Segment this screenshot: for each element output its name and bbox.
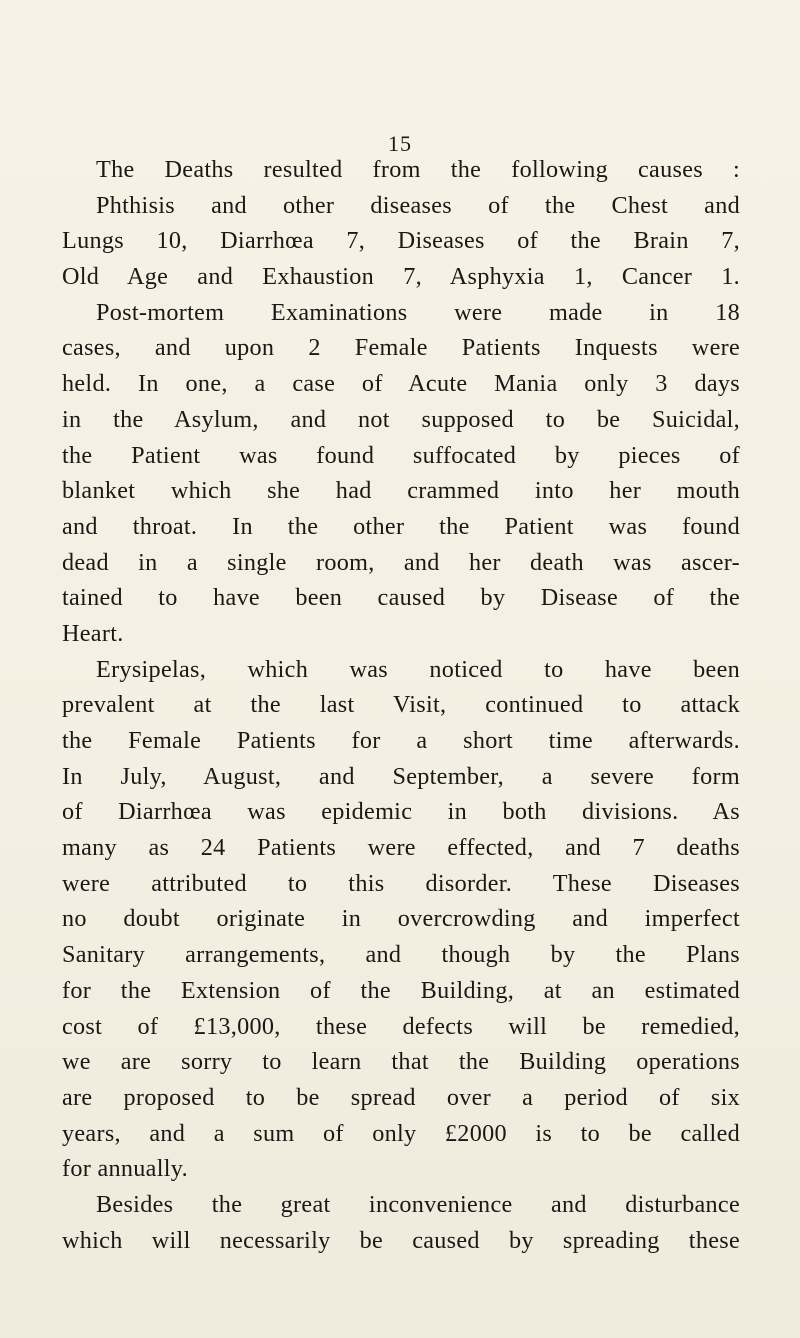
page-number: 15 xyxy=(388,131,412,156)
text-line: Lungs 10, Diarrhœa 7, Diseases of the Brain 7, xyxy=(62,227,740,255)
text-line: the Female Patients for a short time afterwards. xyxy=(62,727,740,754)
text-line: in the Asylum, and not supposed to be Suicidal, xyxy=(62,405,740,433)
text-line: no doubt originate in overcrowding and imperfect xyxy=(62,905,740,933)
text-line: for the Extension of the Building, at an estimated xyxy=(62,976,740,1004)
text-line: of Diarrhœa was epidemic in both divisions. As xyxy=(62,798,740,826)
text-line: Post-mortem Examinations were made in 18 xyxy=(96,298,740,326)
text-line: Old Age and Exhaustion 7, Asphyxia 1, Cancer 1. xyxy=(62,263,740,291)
text-line: prevalent at the last Visit, continued to attack xyxy=(62,691,740,719)
text-line: blanket which she had crammed into her mouth xyxy=(62,477,740,505)
text-line: Phthisis and other diseases of the Chest and xyxy=(96,191,740,219)
text-line: cost of £13,000, these defects will be remedied, xyxy=(62,1012,740,1040)
text-line: Erysipelas, which was noticed to have been xyxy=(96,655,740,683)
text-line: are proposed to be spread over a period of six xyxy=(62,1083,740,1111)
text-line: many as 24 Patients were effected, and 7 deaths xyxy=(62,834,740,862)
body-text xyxy=(62,152,740,1258)
text-line: cases, and upon 2 Female Patients Inquests were xyxy=(62,334,740,362)
text-line: for annually. xyxy=(62,1155,188,1183)
text-line: the Patient was found suffocated by pieces of xyxy=(62,441,740,469)
text-line: Sanitary arrangements, and though by the Plans xyxy=(62,941,740,969)
text-line: years, and a sum of only £2000 is to be called xyxy=(62,1119,740,1147)
text-line: Heart. xyxy=(62,619,124,647)
text-line: Besides the great inconvenience and disturbance xyxy=(96,1190,740,1218)
text-line: and throat. In the other the Patient was found xyxy=(62,512,740,540)
text-line: The Deaths resulted from the following causes : xyxy=(96,156,740,183)
text-line: which will necessarily be caused by spreading these xyxy=(62,1226,740,1254)
text-line: we are sorry to learn that the Building operations xyxy=(62,1048,740,1076)
text-line: were attributed to this disorder. These Diseases xyxy=(62,869,740,897)
text-line: In July, August, and September, a severe form xyxy=(62,762,740,790)
text-line: dead in a single room, and her death was ascer- xyxy=(62,548,740,576)
text-line: held. In one, a case of Acute Mania only 3 days xyxy=(62,370,740,398)
text-line: tained to have been caused by Disease of the xyxy=(62,584,740,612)
